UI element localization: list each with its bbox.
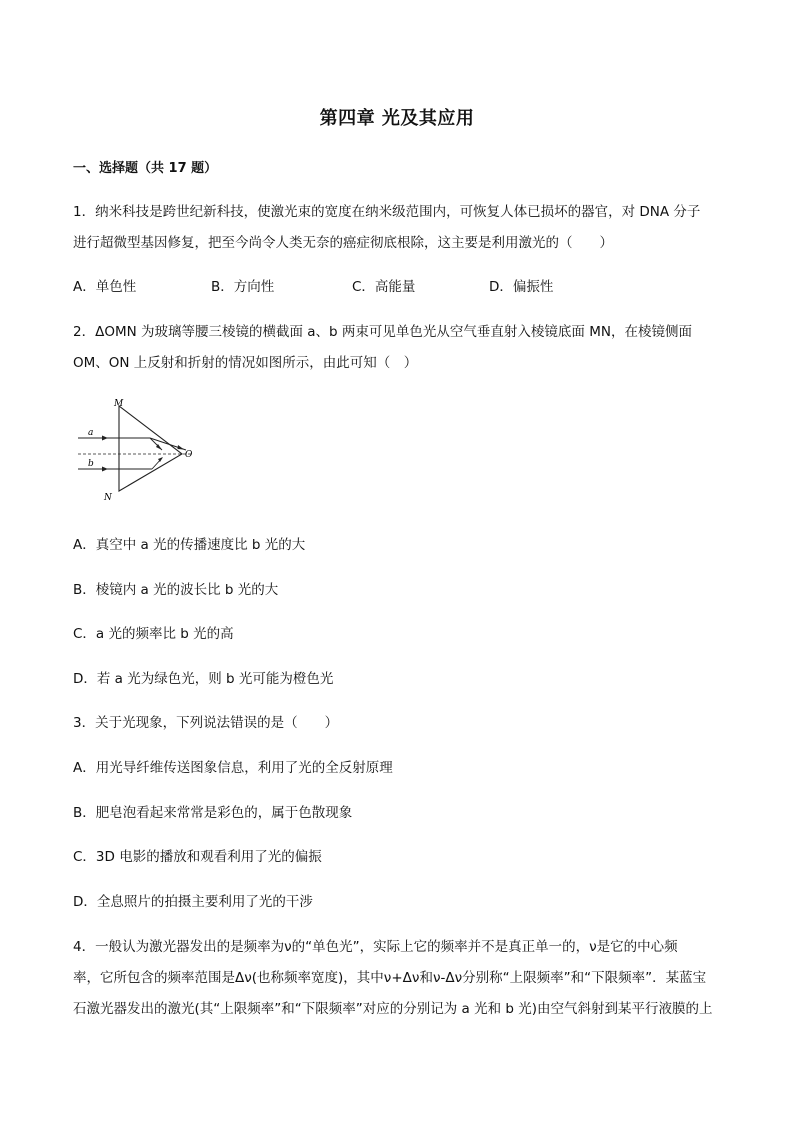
ray-a-arrow xyxy=(102,436,108,441)
q2-stem-line-1: 2．ΔOMN 为玻璃等腰三棱镜的横截面 a、b 两束可见单色光从空气垂直射入棱镜底面 MN，在棱镜侧面 xyxy=(73,324,692,340)
label-m: M xyxy=(114,399,124,409)
q1-option-c: C．高能量 xyxy=(352,279,416,295)
q2-option-c: C．a 光的频率比 b 光的高 xyxy=(73,626,234,642)
q1-stem-line-1: 1．纳米科技是跨世纪新科技，使激光束的宽度在纳米级范围内，可恢复人体已损坏的器官，对 DNA 分子 xyxy=(73,204,701,220)
label-o: O xyxy=(185,450,193,460)
q1-options xyxy=(73,277,733,297)
prism-triangle xyxy=(119,406,182,491)
prism-diagram xyxy=(74,396,198,502)
q4-stem-line-3: 石激光器发出的激光(其“上限频率”和“下限频率”对应的分别记为 a 光和 b 光)由空气斜射到某平行液膜的上 xyxy=(73,1001,713,1017)
q3-stem: 3．关于光现象，下列说法错误的是（ ） xyxy=(73,715,339,731)
q1-option-a: A．单色性 xyxy=(73,279,137,295)
q2-option-b: B．棱镜内 a 光的波长比 b 光的大 xyxy=(73,582,279,598)
ray-a-refracted-arrow xyxy=(178,445,185,450)
label-a: a xyxy=(88,428,94,438)
q3-option-c: C．3D 电影的播放和观看利用了光的偏振 xyxy=(73,849,322,865)
q2-stem-line-2: OM、ON 上反射和折射的情况如图所示，由此可知（ ） xyxy=(73,355,418,371)
label-b: b xyxy=(88,459,94,469)
q1-option-b: B．方向性 xyxy=(211,279,275,295)
q4-stem-line-2: 率，它所包含的频率范围是Δν(也称频率宽度)，其中ν+Δν和ν-Δν分别称“上限频率”和“下限频率”．某蓝宝 xyxy=(73,970,707,986)
section-heading: 一、选择题（共 17 题） xyxy=(73,161,218,176)
q2-option-d: D．若 a 光为绿色光，则 b 光可能为橙色光 xyxy=(73,671,334,687)
ray-b-arrow xyxy=(102,467,108,472)
q1-option-d: D．偏振性 xyxy=(489,279,554,295)
q3-option-d: D．全息照片的拍摄主要利用了光的干涉 xyxy=(73,894,313,910)
q1-stem-line-2: 进行超微型基因修复，把至今尚令人类无奈的癌症彻底根除，这主要是利用激光的（ ） xyxy=(73,235,613,251)
q3-option-b: B．肥皂泡看起来常常是彩色的，属于色散现象 xyxy=(73,805,353,821)
q4-stem-line-1: 4．一般认为激光器发出的是频率为ν的“单色光”，实际上它的频率并不是真正单一的，ν是它的中心频 xyxy=(73,939,678,955)
q3-option-a: A．用光导纤维传送图象信息，利用了光的全反射原理 xyxy=(73,760,393,776)
label-n: N xyxy=(104,493,112,502)
page-title: 第四章 光及其应用 xyxy=(319,108,475,129)
q2-option-a: A．真空中 a 光的传播速度比 b 光的大 xyxy=(73,537,306,553)
